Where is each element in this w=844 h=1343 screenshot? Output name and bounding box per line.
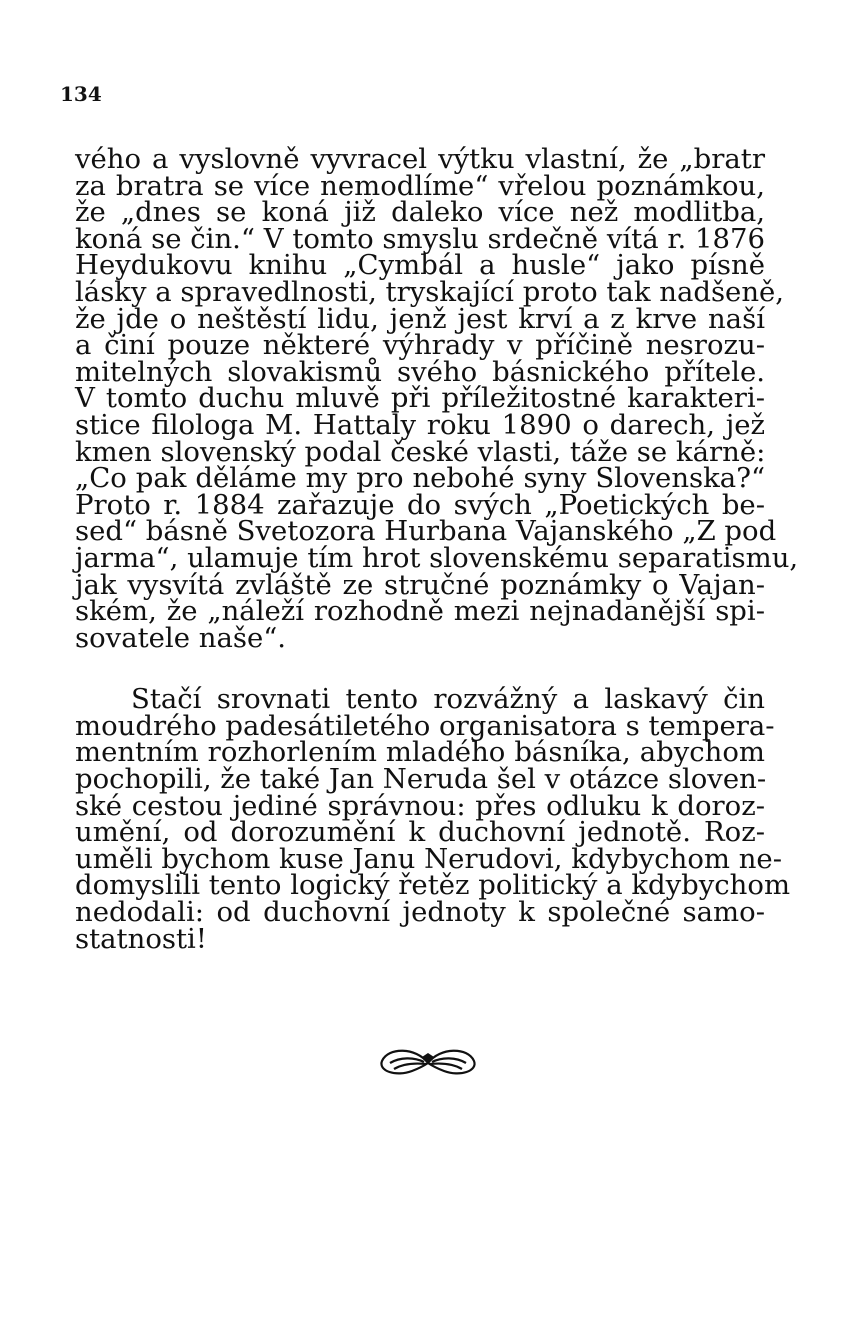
text-line: ské cestou jediné správnou: přes odluku k doroz- [75, 789, 765, 822]
text-line: umění, od dorozumění k duchovní jednotě. Roz- [75, 816, 765, 849]
text-line: že jde o neštěstí lidu, jenž jest krví a z krve naší [75, 302, 765, 335]
text-line: stice filologa M. Hattaly roku 1890 o darech, jež [75, 408, 765, 441]
text-line: Stačí srovnati tento rozvážný a laskavý čin [131, 683, 765, 716]
body-text [75, 143, 799, 955]
text-line: mentním rozhorlením mladého básníka, abychom [75, 736, 765, 769]
text-line: za bratra se více nemodlíme“ vřelou poznámkou, [75, 169, 765, 202]
text-line: statnosti! [75, 922, 207, 955]
text-line: mitelných slovakismů svého básnického přítele. [75, 355, 765, 388]
text-line: jarma“, ulamuje tím hrot slovenskému separatismu, [75, 541, 799, 574]
text-line: Heydukovu knihu „Cymbál a husle“ jako písně [75, 249, 765, 282]
paragraph-2 [75, 683, 791, 955]
text-line: vého a vyslovně vyvracel výtku vlastní, že „bratr [75, 143, 765, 175]
end-of-chapter-flourish-icon [378, 1043, 478, 1083]
text-line: nedodali: od duchovní jednoty k společné samo- [75, 896, 765, 929]
text-line: kmen slovenský podal české vlasti, táže se kárně: [75, 435, 766, 468]
text-line: sed“ básně Svetozora Hurbana Vajanského „Z pod [75, 515, 777, 548]
text-line: sovatele naše“. [75, 621, 287, 654]
text-line: „Co pak děláme my pro nebohé syny Slovenska?“ [75, 462, 765, 495]
text-line: moudrého padesátiletého organisatora s tempera- [75, 709, 775, 742]
page-number: 134 [60, 82, 102, 106]
text-line: ském, že „náleží rozhodně mezi nejnadanější spi- [75, 595, 765, 628]
paragraph-1 [75, 143, 799, 654]
text-line: pochopili, že také Jan Neruda šel v otázce sloven- [75, 763, 767, 796]
text-line: domyslili tento logický řetěz politický a kdybychom [75, 869, 791, 902]
paragraph-gap [75, 651, 765, 686]
text-line: a činí pouze některé výhrady v příčině nesrozu- [75, 329, 765, 362]
text-line: jak vysvítá zvláště ze stručné poznámky o Vajan- [75, 568, 765, 601]
text-line: lásky a spravedlnosti, tryskající proto tak nadšeně, [75, 275, 785, 308]
text-line: koná se čin.“ V tomto smyslu srdečně vítá r. 1876 [75, 222, 765, 255]
text-line: že „dnes se koná již daleko více než modlitba, [75, 196, 765, 229]
text-line: V tomto duchu mluvě při příležitostné karakteri- [75, 382, 765, 415]
text-line: Proto r. 1884 zařazuje do svých „Poetických be- [75, 488, 765, 521]
text-line: uměli bychom kuse Janu Nerudovi, kdybychom ne- [75, 842, 782, 875]
